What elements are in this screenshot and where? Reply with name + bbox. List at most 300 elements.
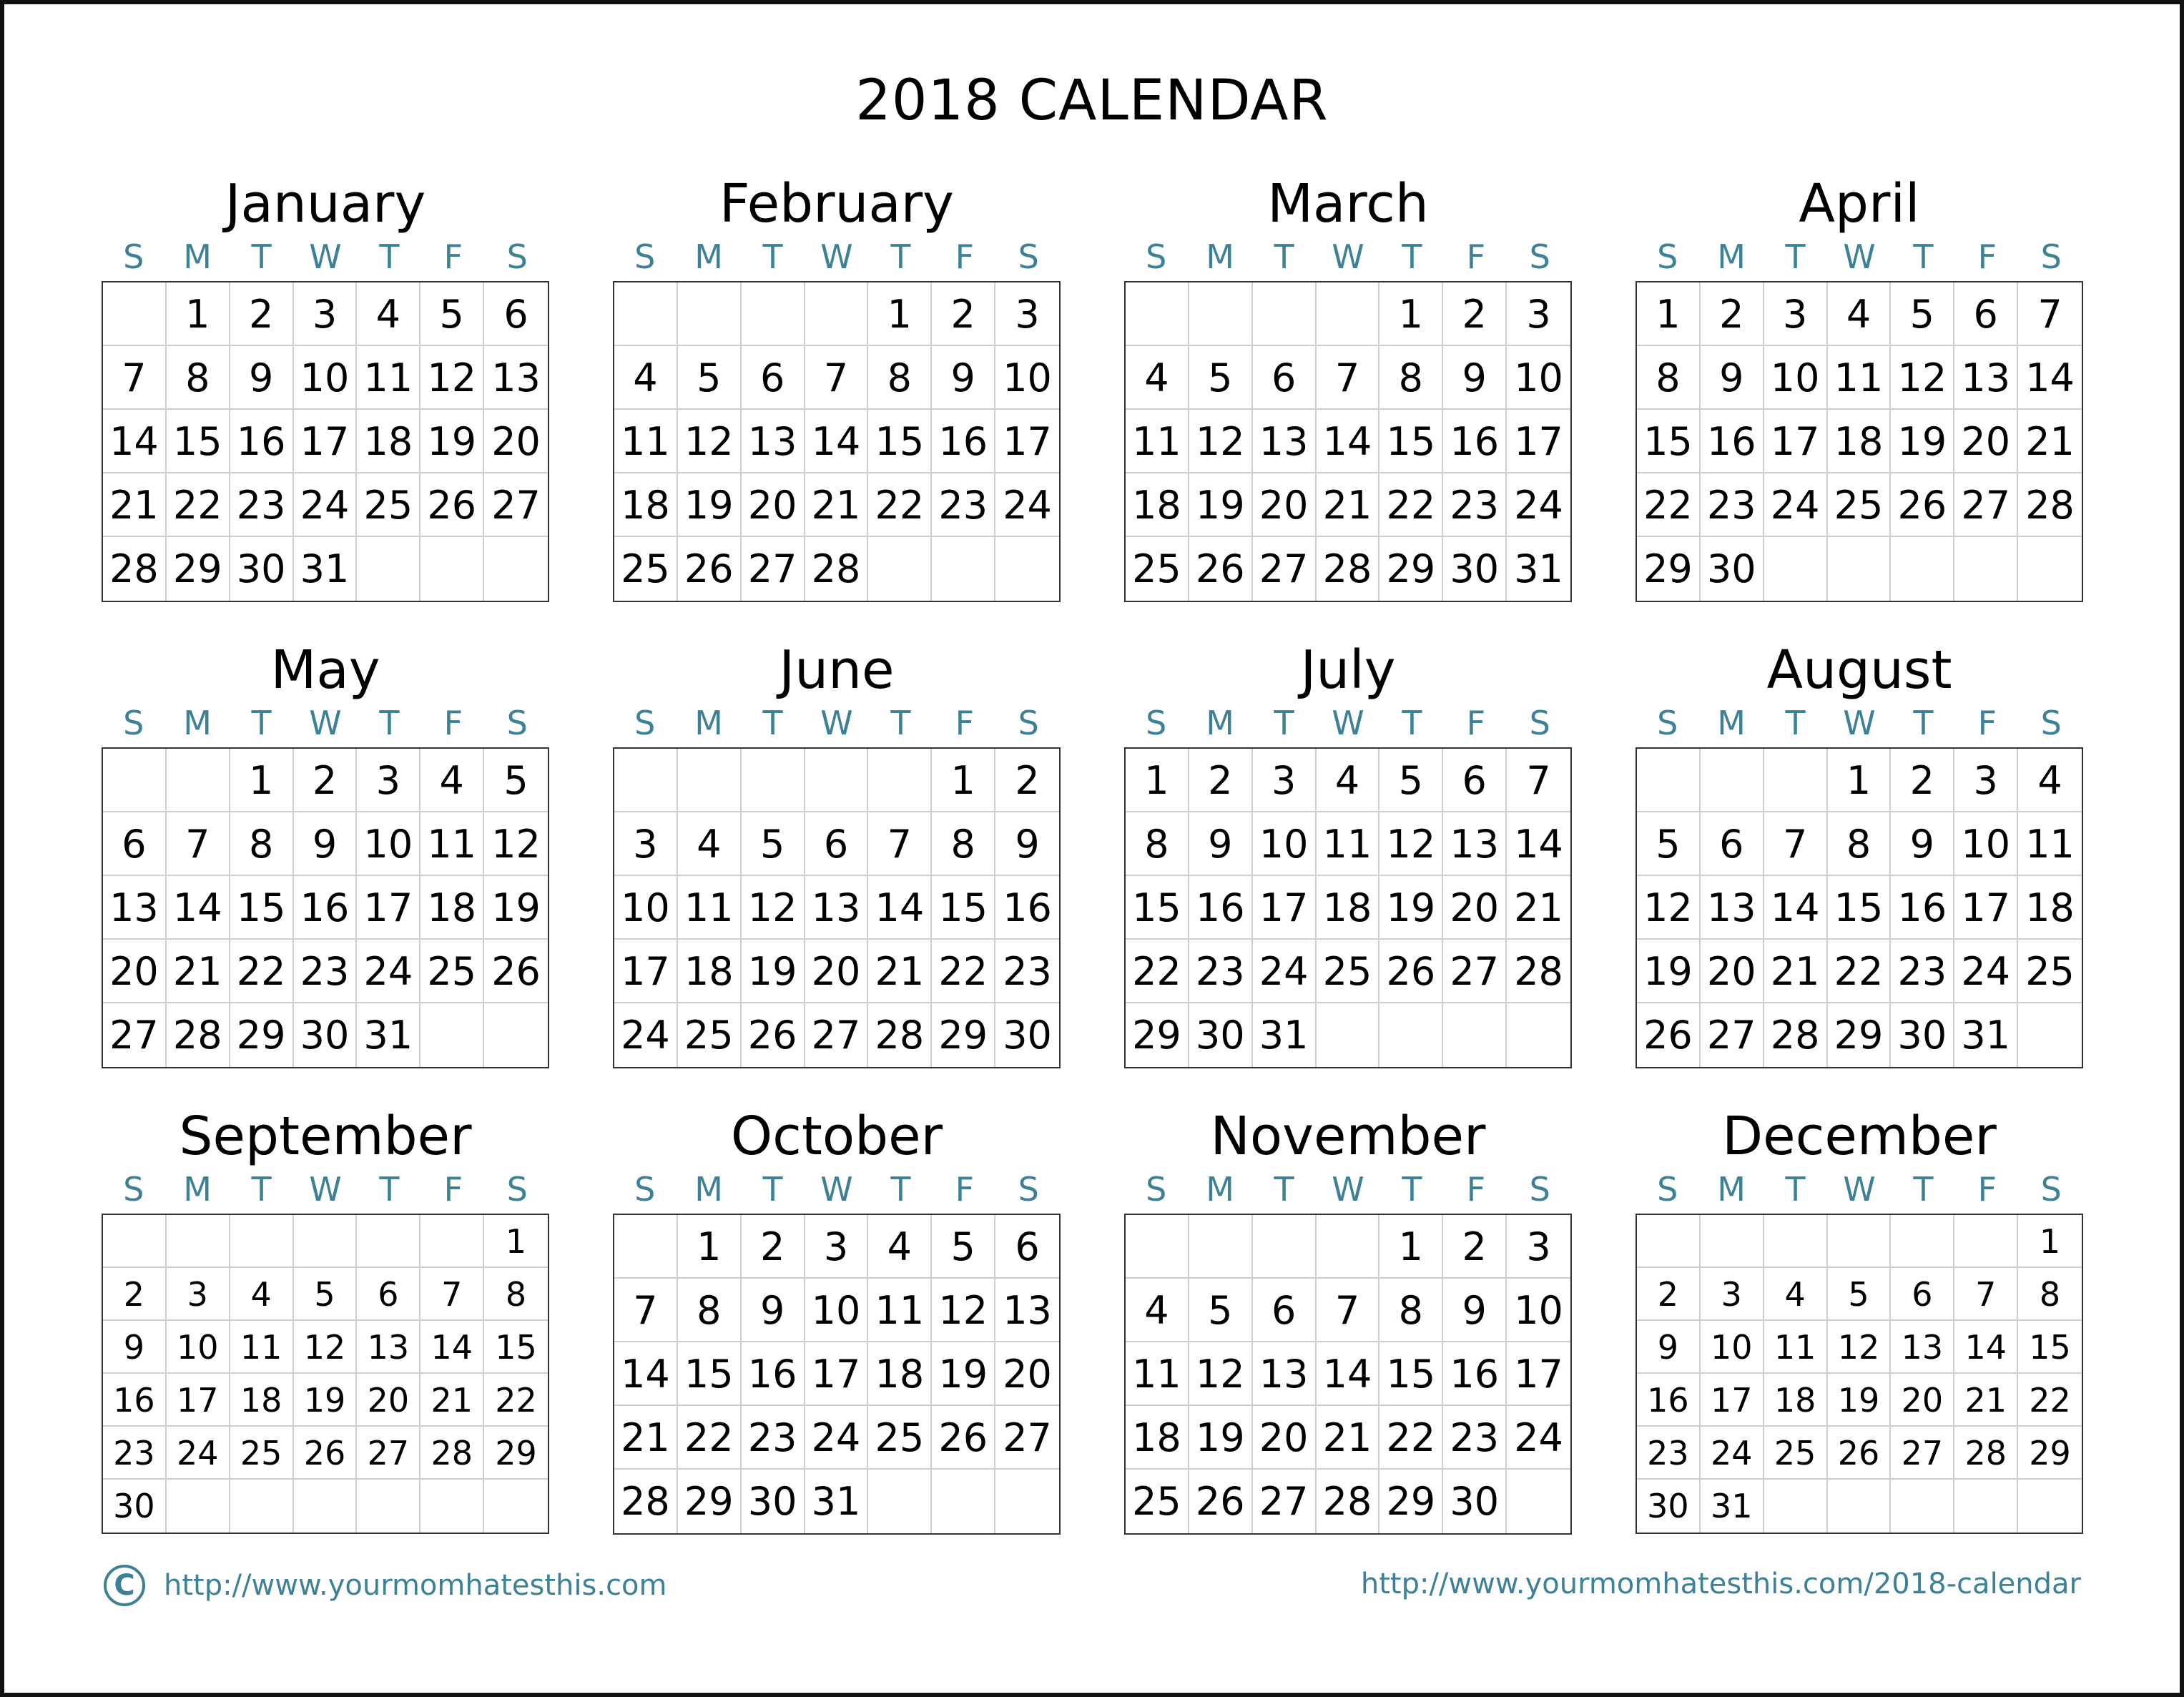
day-cell: 10 xyxy=(1701,1321,1764,1374)
day-cell: 28 xyxy=(420,1427,484,1480)
day-cell: 3 xyxy=(167,1268,230,1321)
day-cell: 20 xyxy=(1253,473,1317,537)
day-cell: 10 xyxy=(805,1279,869,1342)
day-cell: 25 xyxy=(1317,940,1380,1003)
day-cell: 21 xyxy=(167,940,230,1003)
empty-cell xyxy=(167,1215,230,1268)
day-cell: 14 xyxy=(1954,1321,2018,1374)
day-cell: 19 xyxy=(742,940,805,1003)
weekday-label: S xyxy=(634,1170,656,1209)
day-cell: 4 xyxy=(1764,1268,1828,1321)
weekday-label: S xyxy=(123,1170,144,1209)
day-cell: 2 xyxy=(1637,1268,1701,1321)
month-name: June xyxy=(779,639,895,701)
day-cell: 25 xyxy=(1828,473,1892,537)
day-cell: 6 xyxy=(1891,1268,1954,1321)
day-cell: 10 xyxy=(995,346,1059,410)
empty-cell xyxy=(1828,537,1892,601)
day-cell: 20 xyxy=(805,940,869,1003)
day-cell: 15 xyxy=(678,1342,742,1406)
weekday-label: F xyxy=(443,1170,463,1209)
day-cell: 7 xyxy=(167,812,230,876)
day-cell: 12 xyxy=(1379,812,1443,876)
day-cell: 22 xyxy=(167,473,230,537)
day-cell: 27 xyxy=(1443,940,1507,1003)
empty-cell xyxy=(1253,282,1317,346)
day-cell: 31 xyxy=(294,537,358,601)
day-cell: 22 xyxy=(868,473,932,537)
weekday-header xyxy=(1124,235,1572,278)
month-grid xyxy=(102,1214,549,1534)
day-cell: 27 xyxy=(742,537,805,601)
day-cell: 5 xyxy=(1637,812,1701,876)
day-cell: 9 xyxy=(742,1279,805,1342)
day-cell: 21 xyxy=(1317,473,1380,537)
day-cell: 25 xyxy=(420,940,484,1003)
day-cell: 11 xyxy=(678,876,742,940)
weekday-label: T xyxy=(379,237,400,276)
empty-cell xyxy=(484,537,548,601)
empty-cell xyxy=(1828,1215,1892,1268)
weekday-label: F xyxy=(1466,704,1486,742)
day-cell: 16 xyxy=(1637,1374,1701,1427)
day-cell: 21 xyxy=(1507,876,1570,940)
weekday-label: M xyxy=(183,704,212,742)
day-cell: 27 xyxy=(103,1003,167,1067)
day-cell: 15 xyxy=(932,876,995,940)
empty-cell xyxy=(1443,1003,1507,1067)
weekday-label: S xyxy=(1018,1170,1039,1209)
day-cell: 21 xyxy=(805,473,869,537)
day-cell: 23 xyxy=(103,1427,167,1480)
day-cell: 1 xyxy=(1637,282,1701,346)
empty-cell xyxy=(2018,537,2082,601)
empty-cell xyxy=(1189,282,1253,346)
weekday-label: T xyxy=(251,237,272,276)
footer-right-link[interactable]: http://www.yourmomhatesthis.com/2018-calendar xyxy=(1360,1568,2081,1600)
day-cell: 19 xyxy=(1379,876,1443,940)
day-cell: 28 xyxy=(1954,1427,2018,1480)
weekday-label: T xyxy=(1785,704,1806,742)
day-cell: 5 xyxy=(678,346,742,410)
day-cell: 13 xyxy=(484,346,548,410)
empty-cell xyxy=(103,282,167,346)
day-cell: 6 xyxy=(742,346,805,410)
day-cell: 8 xyxy=(868,346,932,410)
day-cell: 16 xyxy=(932,410,995,473)
day-cell: 31 xyxy=(1514,546,1563,591)
day-cell: 19 xyxy=(294,1374,358,1427)
empty-cell xyxy=(1507,1003,1570,1067)
day-cell: 7 xyxy=(868,812,932,876)
day-cell: 18 xyxy=(1828,410,1892,473)
empty-cell xyxy=(420,1003,484,1067)
day-cell: 26 xyxy=(742,1003,805,1067)
weekday-label: T xyxy=(1913,237,1934,276)
empty-cell xyxy=(1637,749,1701,812)
weekday-label: T xyxy=(1274,1170,1294,1209)
day-cell: 25 xyxy=(1764,1427,1828,1480)
weekday-label: W xyxy=(1843,237,1876,276)
day-cell: 21 xyxy=(2018,410,2082,473)
weekday-label: S xyxy=(1657,237,1678,276)
empty-cell xyxy=(678,749,742,812)
day-cell: 9 xyxy=(932,346,995,410)
day-cell: 3 xyxy=(1701,1268,1764,1321)
day-cell: 17 xyxy=(294,410,358,473)
weekday-header xyxy=(1635,235,2083,278)
day-cell: 15 xyxy=(484,1321,548,1374)
empty-cell xyxy=(1891,537,1954,601)
day-cell: 1 xyxy=(1126,749,1189,812)
day-cell: 15 xyxy=(167,410,230,473)
day-cell: 30 xyxy=(230,537,294,601)
day-cell: 26 xyxy=(1828,1427,1892,1480)
day-cell: 12 xyxy=(1637,876,1701,940)
day-cell: 17 xyxy=(1253,876,1317,940)
empty-cell xyxy=(868,749,932,812)
day-cell: 4 xyxy=(1126,346,1189,410)
day-cell: 5 xyxy=(420,282,484,346)
day-cell: 22 xyxy=(484,1374,548,1427)
empty-cell xyxy=(1701,749,1764,812)
day-cell: 26 xyxy=(1189,537,1253,601)
day-cell: 4 xyxy=(420,749,484,812)
day-cell: 6 xyxy=(1954,282,2018,346)
day-cell: 29 xyxy=(1379,1470,1443,1533)
weekday-label: F xyxy=(955,704,975,742)
day-cell: 25 xyxy=(1126,1470,1189,1533)
weekday-label: M xyxy=(183,1170,212,1209)
day-cell: 1 xyxy=(1379,282,1443,346)
day-cell: 14 xyxy=(2018,346,2082,410)
day-cell: 12 xyxy=(294,1321,358,1374)
weekday-label: S xyxy=(1146,1170,1167,1209)
day-cell: 30 xyxy=(1443,1470,1507,1533)
weekday-label: S xyxy=(1529,704,1550,742)
empty-cell xyxy=(1126,1215,1189,1279)
copyright-icon: C xyxy=(104,1565,145,1606)
day-cell: 13 xyxy=(1253,410,1317,473)
weekday-label: W xyxy=(309,704,342,742)
day-cell: 14 xyxy=(805,410,869,473)
day-cell: 3 xyxy=(995,282,1059,346)
day-cell: 24 xyxy=(805,1406,869,1470)
weekday-label: T xyxy=(1402,1170,1422,1209)
weekday-label: S xyxy=(2040,237,2062,276)
day-cell: 11 xyxy=(1764,1321,1828,1374)
day-cell: 12 xyxy=(420,346,484,410)
day-cell: 13 xyxy=(357,1321,420,1374)
month-name: December xyxy=(1722,1106,1997,1167)
weekday-label: M xyxy=(1717,237,1746,276)
day-cell: 16 xyxy=(103,1374,167,1427)
weekday-label: S xyxy=(634,704,656,742)
day-cell: 29 xyxy=(1379,537,1443,601)
weekday-label: S xyxy=(1146,237,1167,276)
day-cell: 28 xyxy=(1764,1003,1828,1067)
day-cell: 27 xyxy=(357,1427,420,1480)
day-cell: 6 xyxy=(995,1215,1059,1279)
day-cell: 1 xyxy=(1379,1215,1443,1279)
empty-cell xyxy=(995,1470,1059,1533)
day-cell: 30 xyxy=(1637,1480,1701,1533)
day-cell: 14 xyxy=(1317,1342,1380,1406)
day-cell: 11 xyxy=(2018,812,2082,876)
day-cell: 20 xyxy=(742,473,805,537)
day-cell: 12 xyxy=(484,812,548,876)
day-cell: 25 xyxy=(868,1406,932,1470)
day-cell: 2 xyxy=(995,749,1059,812)
day-cell: 7 xyxy=(1954,1268,2018,1321)
empty-cell xyxy=(1507,1470,1570,1533)
day-cell: 31 xyxy=(1253,1003,1317,1067)
day-cell: 29 xyxy=(678,1470,742,1533)
day-cell: 9 xyxy=(1189,812,1253,876)
day-cell: 11 xyxy=(1317,812,1380,876)
day-cell: 20 xyxy=(484,410,548,473)
day-cell: 21 xyxy=(614,1406,678,1470)
day-cell: 8 xyxy=(1126,812,1189,876)
day-cell: 13 xyxy=(742,410,805,473)
weekday-label: W xyxy=(1843,1170,1876,1209)
day-cell: 5 xyxy=(932,1215,995,1279)
weekday-label: S xyxy=(2040,704,2062,742)
day-cell: 20 xyxy=(103,940,167,1003)
footer-left-link[interactable]: http://www.yourmomhatesthis.com xyxy=(164,1569,667,1602)
weekday-label: S xyxy=(1018,237,1039,276)
empty-cell xyxy=(2018,1480,2082,1533)
weekday-label: T xyxy=(379,704,400,742)
day-cell: 4 xyxy=(868,1215,932,1279)
day-cell: 14 xyxy=(103,410,167,473)
day-cell: 24 xyxy=(1507,1406,1570,1470)
weekday-label: W xyxy=(820,237,853,276)
day-cell: 9 xyxy=(230,346,294,410)
day-cell: 23 xyxy=(1637,1427,1701,1480)
page-title: 2018 CALENDAR xyxy=(855,69,1329,133)
day-cell: 10 xyxy=(1507,346,1570,410)
empty-cell xyxy=(1954,1480,2018,1533)
day-cell: 20 xyxy=(995,1342,1059,1406)
day-cell: 15 xyxy=(1379,1342,1443,1406)
day-cell: 3 xyxy=(357,749,420,812)
day-cell: 19 xyxy=(1189,473,1253,537)
day-cell: 11 xyxy=(420,812,484,876)
day-cell: 15 xyxy=(1637,410,1701,473)
empty-cell xyxy=(1764,537,1828,601)
day-cell: 16 xyxy=(1443,1342,1507,1406)
weekday-label: S xyxy=(506,704,528,742)
month-grid xyxy=(1635,747,2083,1068)
day-cell: 19 xyxy=(1891,410,1954,473)
empty-cell xyxy=(294,1480,358,1533)
day-cell: 13 xyxy=(995,1279,1059,1342)
day-cell: 12 xyxy=(678,410,742,473)
day-cell: 22 xyxy=(1379,473,1443,537)
weekday-header xyxy=(613,702,1061,744)
day-cell: 21 xyxy=(868,940,932,1003)
empty-cell xyxy=(1126,282,1189,346)
empty-cell xyxy=(420,1480,484,1533)
weekday-label: S xyxy=(634,237,656,276)
day-cell: 7 xyxy=(1764,812,1828,876)
empty-cell xyxy=(868,1470,932,1533)
day-cell: 23 xyxy=(1891,940,1954,1003)
empty-cell xyxy=(1828,1480,1892,1533)
day-cell: 8 xyxy=(678,1279,742,1342)
day-cell: 2 xyxy=(294,749,358,812)
day-cell: 16 xyxy=(742,1342,805,1406)
day-cell: 11 xyxy=(1126,1342,1189,1406)
day-cell: 12 xyxy=(932,1279,995,1342)
day-cell: 14 xyxy=(420,1321,484,1374)
empty-cell xyxy=(614,1215,678,1279)
day-cell: 29 xyxy=(1637,537,1701,601)
day-cell: 25 xyxy=(230,1427,294,1480)
month-name: February xyxy=(719,173,954,235)
day-cell: 23 xyxy=(742,1406,805,1470)
weekday-label: T xyxy=(1274,237,1294,276)
day-cell: 17 xyxy=(1701,1374,1764,1427)
day-cell: 26 xyxy=(1379,940,1443,1003)
weekday-label: W xyxy=(309,237,342,276)
day-cell: 18 xyxy=(420,876,484,940)
day-cell: 11 xyxy=(1126,410,1189,473)
day-cell: 16 xyxy=(1189,876,1253,940)
empty-cell xyxy=(805,282,869,346)
day-cell: 28 xyxy=(1317,1470,1380,1533)
day-cell: 2 xyxy=(1189,749,1253,812)
day-cell: 4 xyxy=(2018,749,2082,812)
day-cell: 14 xyxy=(614,1342,678,1406)
day-cell: 22 xyxy=(230,940,294,1003)
weekday-label: W xyxy=(309,1170,342,1209)
day-cell: 10 xyxy=(1764,346,1828,410)
day-cell: 8 xyxy=(1637,346,1701,410)
day-cell: 19 xyxy=(1189,1406,1253,1470)
day-cell: 26 xyxy=(1891,473,1954,537)
weekday-label: W xyxy=(1843,704,1876,742)
weekday-label: M xyxy=(694,237,723,276)
weekday-label: S xyxy=(506,237,528,276)
day-cell: 24 xyxy=(357,940,420,1003)
weekday-label: F xyxy=(1977,237,1997,276)
weekday-label: S xyxy=(1657,704,1678,742)
day-cell: 1 xyxy=(2018,1215,2082,1268)
day-cell: 13 xyxy=(1253,1342,1317,1406)
day-cell: 31 xyxy=(1954,1003,2018,1067)
day-cell: 19 xyxy=(420,410,484,473)
weekday-label: M xyxy=(1717,704,1746,742)
weekday-label: F xyxy=(955,1170,975,1209)
day-cell: 29 xyxy=(1126,1003,1189,1067)
day-cell: 26 xyxy=(1189,1470,1253,1533)
day-cell: 14 xyxy=(868,876,932,940)
month-name: April xyxy=(1799,173,1920,235)
day-cell: 24 xyxy=(167,1427,230,1480)
day-cell: 12 xyxy=(1189,410,1253,473)
day-cell: 3 xyxy=(1253,749,1317,812)
day-cell: 3 xyxy=(294,282,358,346)
day-cell: 7 xyxy=(614,1279,678,1342)
day-cell: 1 xyxy=(932,749,995,812)
day-cell: 28 xyxy=(1317,537,1380,601)
day-cell: 2 xyxy=(932,282,995,346)
day-cell: 8 xyxy=(2018,1268,2082,1321)
day-cell: 8 xyxy=(1379,346,1443,410)
day-cell: 14 xyxy=(1507,812,1570,876)
day-cell: 20 xyxy=(1443,876,1507,940)
month-grid xyxy=(1635,1214,2083,1534)
day-cell: 14 xyxy=(1764,876,1828,940)
empty-cell xyxy=(103,749,167,812)
day-cell: 6 xyxy=(1253,346,1317,410)
weekday-header xyxy=(1635,702,2083,744)
day-cell: 22 xyxy=(678,1406,742,1470)
day-cell: 18 xyxy=(868,1342,932,1406)
weekday-label: T xyxy=(1785,1170,1806,1209)
day-cell: 29 xyxy=(167,537,230,601)
weekday-label: F xyxy=(1977,1170,1997,1209)
day-cell: 24 xyxy=(294,473,358,537)
day-cell: 24 xyxy=(995,473,1059,537)
day-cell: 9 xyxy=(1443,346,1507,410)
weekday-label: T xyxy=(1402,237,1422,276)
weekday-label: W xyxy=(1332,1170,1364,1209)
weekday-label: W xyxy=(820,704,853,742)
weekday-label: F xyxy=(443,704,463,742)
weekday-label: S xyxy=(1018,704,1039,742)
day-cell: 22 xyxy=(932,940,995,1003)
day-cell: 10 xyxy=(1954,812,2018,876)
day-cell: 4 xyxy=(678,812,742,876)
day-cell: 22 xyxy=(2018,1374,2082,1427)
day-cell: 9 xyxy=(1891,812,1954,876)
day-cell: 3 xyxy=(805,1215,869,1279)
day-cell: 10 xyxy=(167,1321,230,1374)
empty-cell xyxy=(742,282,805,346)
day-cell: 3 xyxy=(614,812,678,876)
day-cell: 24 xyxy=(1701,1427,1764,1480)
day-cell: 30 xyxy=(742,1470,805,1533)
day-cell: 18 xyxy=(1764,1374,1828,1427)
weekday-label: F xyxy=(955,237,975,276)
day-cell: 25 xyxy=(678,1003,742,1067)
empty-cell xyxy=(230,1480,294,1533)
weekday-header xyxy=(613,235,1061,278)
day-cell: 30 xyxy=(1003,1013,1052,1058)
day-cell: 10 xyxy=(357,812,420,876)
day-cell: 19 xyxy=(1637,940,1701,1003)
weekday-label: T xyxy=(251,704,272,742)
day-cell: 8 xyxy=(484,1268,548,1321)
empty-cell xyxy=(103,1215,167,1268)
day-cell: 22 xyxy=(1637,473,1701,537)
day-cell: 1 xyxy=(167,282,230,346)
day-cell: 1 xyxy=(868,282,932,346)
day-cell: 8 xyxy=(167,346,230,410)
empty-cell xyxy=(868,537,932,601)
day-cell: 18 xyxy=(2018,876,2082,940)
day-cell: 23 xyxy=(1443,473,1507,537)
weekday-label: T xyxy=(1274,704,1294,742)
day-cell: 4 xyxy=(230,1268,294,1321)
day-cell: 26 xyxy=(420,473,484,537)
day-cell: 6 xyxy=(1443,749,1507,812)
day-cell: 23 xyxy=(1701,473,1764,537)
empty-cell xyxy=(167,1480,230,1533)
